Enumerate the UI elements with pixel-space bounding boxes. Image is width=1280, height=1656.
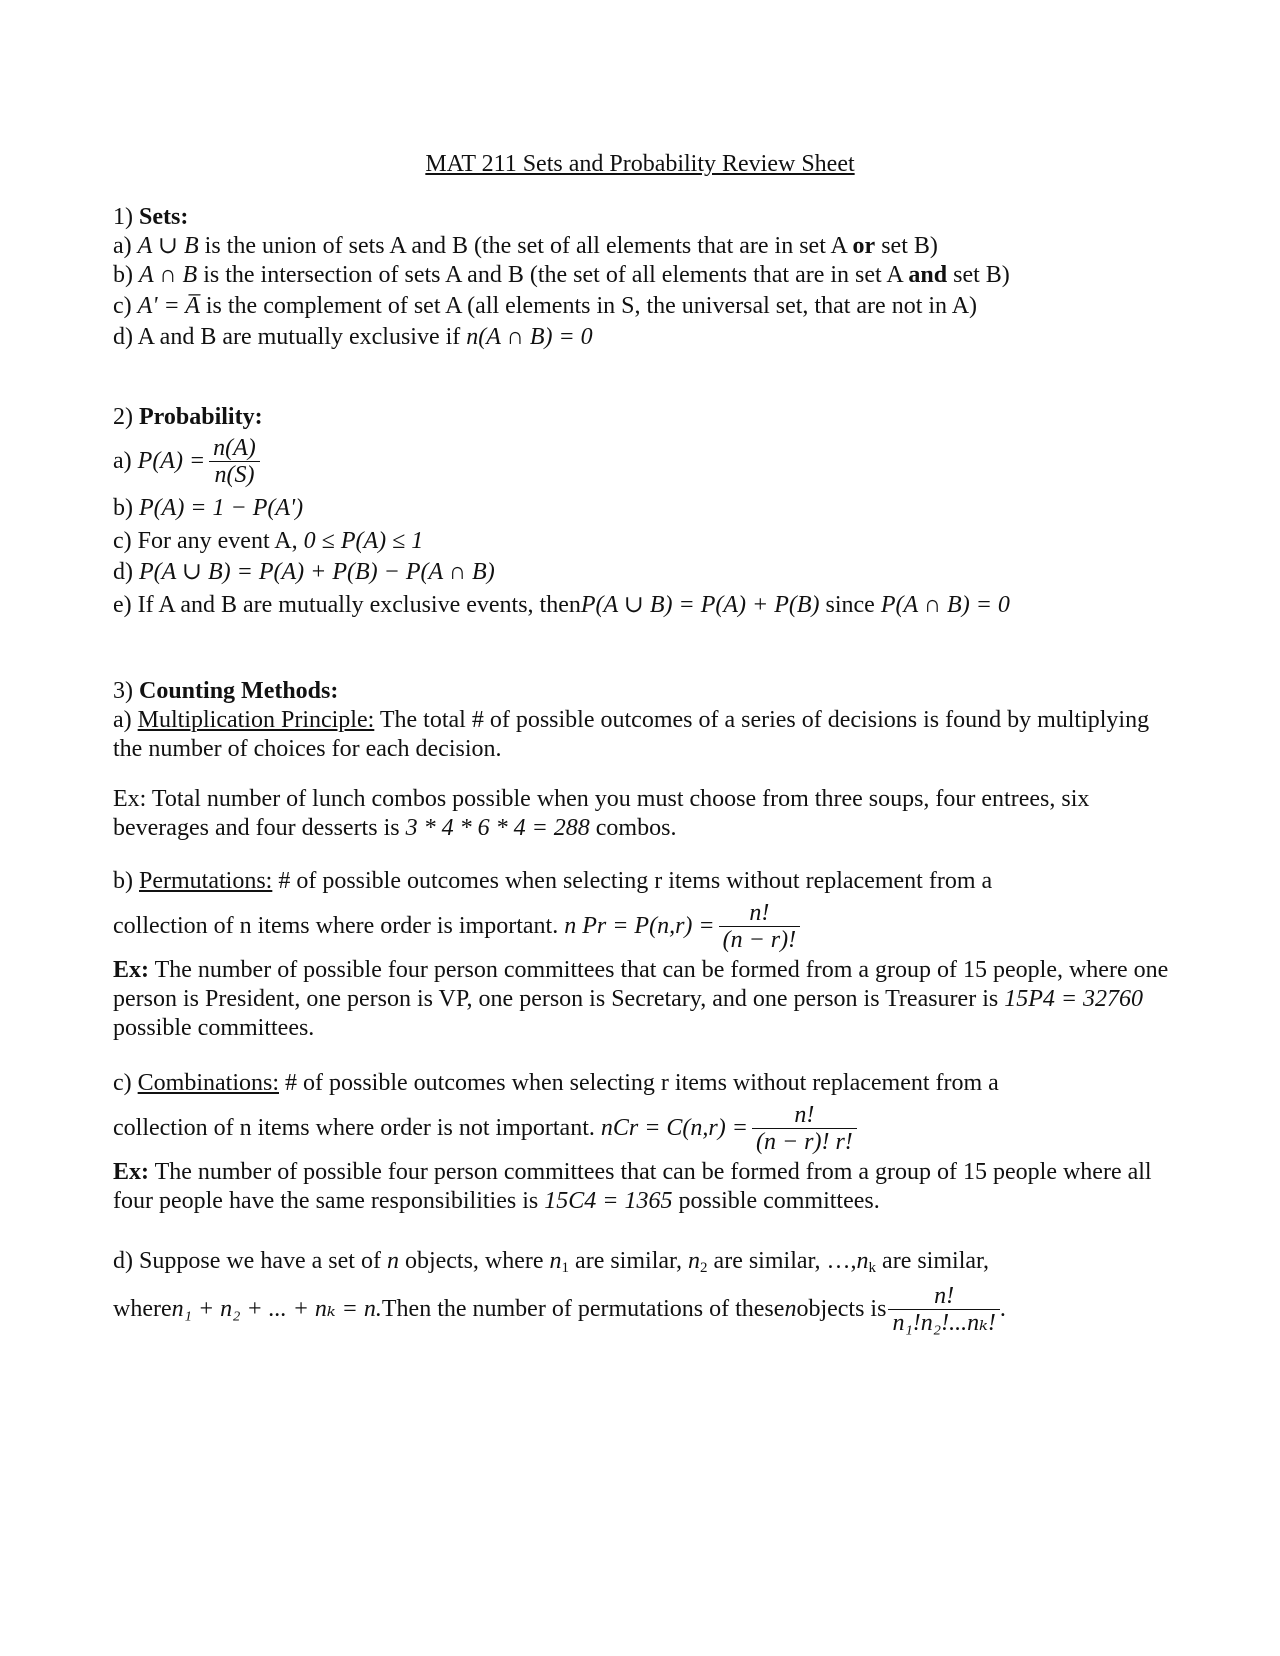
permutations: b) Permutations: # of possible outcomes when selecting r items without replacement from a collection of n items where order is important. n Pr = P(n,r) = $\frac{n!}{(n - r)!}$ Ex: The number of possible four person committees that can be formed from a group of 15 people, where one person is President, one person is VP, one person is Secretary, and one person is Treasurer is 15P4 = 32760 possible committees. (113, 867, 1173, 1043)
example-permutation: Ex: The number of possible four person committees that can be formed from a group of 15 people, where one person is President, one person is VP, one person is Secretary, and one person is Treasurer is 15P4 = 32760 possible committees. (113, 957, 1169, 1041)
section-heading: 1) Sets: (113, 204, 189, 230)
counting-heading: Counting Methods: (139, 678, 339, 704)
probability-heading: Probability: (139, 404, 263, 430)
combinations: c) Combinations: # of possible outcomes when selecting r items without replacement from a collection of n items where order is not important. nCr = C(n,r) = $\frac{n!}{(n - r)! r!}$ Ex: The number of possible four person committees that can be formed from a group of 15 people where all four people have the same responsibilities is 15C4 = 1365 possible committees. (113, 1069, 1173, 1216)
sets-item-d: d) A and B are mutually exclusive if n(A ∩ B) = 0 (113, 324, 593, 350)
section-counting (113, 677, 1173, 764)
section-heading: 2) Probability: (113, 404, 263, 430)
probability-item-b: b) P(A) = 1 − P(A') (113, 495, 304, 521)
union-expression: A ∪ B (137, 233, 199, 259)
complement-expression: A' = A̅ (137, 293, 200, 319)
permutation-formula: collection of n items where order is important. n Pr = P(n,r) = $\frac{n!}{(n - r)!}$ (113, 896, 1173, 956)
example-lunch-combos: Ex: Total number of lunch combos possible when you must choose from three soups, four entrees, six beverages and four desserts is 3 * 4 * 6 * 4 = 288 combos. (113, 786, 1090, 841)
mutually-exclusive-expression: n(A ∩ B) = 0 (466, 324, 593, 350)
multiplication-principle: a) Multiplication Principle: The total # of possible outcomes of a series of decisions is found by multiplying the number of choices for each decision. (113, 707, 1150, 762)
example-combination: Ex: The number of possible four person committees that can be formed from a group of 15 people where all four people have the same responsibilities is 15C4 = 1365 possible committees. (113, 1159, 1152, 1214)
sets-heading: Sets: (139, 204, 189, 230)
intersection-expression: A ∩ B (139, 262, 198, 288)
section-probability (113, 403, 1173, 620)
section-sets (113, 203, 1173, 352)
sets-item-a: a) A ∪ B is the union of sets A and B (the set of all elements that are in set A or set B) (113, 233, 938, 259)
sets-item-b: b) A ∩ B is the intersection of sets A and B (the set of all elements that are in set A and set B) (113, 262, 1010, 288)
combination-formula: collection of n items where order is not important. nCr = C(n,r) = $\frac{n!}{(n - r)! r!}$ (113, 1098, 1173, 1158)
probability-fraction: $\frac{n(A)}{n(S)}$ (209, 435, 260, 488)
probability-item-a: a) P(A) = $\frac{n(A)}{n(S)}$ (113, 432, 1173, 490)
similar-objects-formula: where n₁ + n₂ + ... + nₖ = n. Then the number of permutations of these n objects is $\frac{n!}{\text{n₁!n₂!...nₖ!}}$ . (113, 1282, 1006, 1336)
probability-item-e: e) If A and B are mutually exclusive events, thenP(A ∪ B) = P(A) + P(B) since P(A ∩ B) = 0 (113, 592, 1010, 618)
page-title: MAT 211 Sets and Probability Review Sheet (425, 151, 855, 177)
section-heading: 3) Counting Methods: (113, 678, 339, 704)
similar-objects-permutations: d) Suppose we have a set of n objects, where $n_1$ are similar, $n_2$ are similar, $\dots,n_k$ are similar, where n₁ + n₂ + ... + nₖ = n. Then the number of permutations of these n objects is $\frac{n!}{\text{n₁!n₂!...nₖ!}}$ . (113, 1247, 1173, 1342)
sets-item-c: c) A' = A̅ is the complement of set A (all elements in S, the universal set, that are not in A) (113, 293, 978, 319)
probability-item-c: c) For any event A, 0 ≤ P(A) ≤ 1 (113, 528, 424, 554)
probability-item-d: d) P(A ∪ B) = P(A) + P(B) − P(A ∩ B) (113, 559, 495, 585)
